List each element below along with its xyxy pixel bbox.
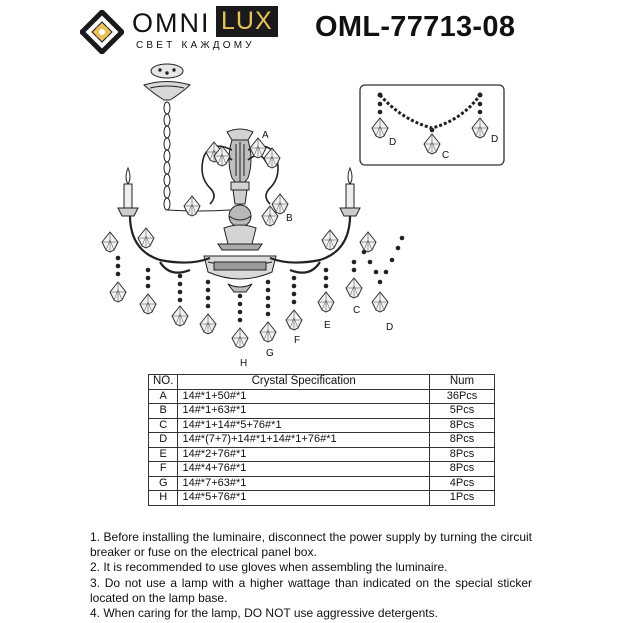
row-num: 36Pcs xyxy=(430,389,495,404)
note-1: 1. Before installing the luminaire, disconnect the power supply by turning the circuit breaker or fuse on the electrical panel box. xyxy=(90,530,532,560)
table-row xyxy=(149,404,495,419)
brand-tagline: СВЕТ КАЖДОМУ xyxy=(136,40,255,51)
label-b: B xyxy=(286,213,293,224)
row-spec: 14#*1+14#*5+76#*1 xyxy=(178,418,430,433)
inset-label-c: C xyxy=(442,150,450,161)
label-c: C xyxy=(353,305,361,316)
model-number: OML-77713-08 xyxy=(315,11,516,43)
table-row xyxy=(149,433,495,448)
row-no: B xyxy=(149,404,178,419)
table-row xyxy=(149,447,495,462)
label-g: G xyxy=(266,348,274,359)
row-no: H xyxy=(149,491,178,506)
brand-name-lux: LUX xyxy=(216,6,278,37)
lower-bowl xyxy=(204,256,276,292)
row-no: G xyxy=(149,476,178,491)
header-num: Num xyxy=(430,375,495,390)
label-d: D xyxy=(386,322,394,333)
row-spec: 14#*4+76#*1 xyxy=(178,462,430,477)
row-no: F xyxy=(149,462,178,477)
candle-right xyxy=(340,168,360,216)
inset-label-d-left: D xyxy=(389,137,397,148)
row-num: 8Pcs xyxy=(430,462,495,477)
ceiling-canopy xyxy=(144,64,190,100)
row-spec: 14#*7+63#*1 xyxy=(178,476,430,491)
row-spec: 14#*2+76#*1 xyxy=(178,447,430,462)
label-f: F xyxy=(294,335,301,346)
row-no: E xyxy=(149,447,178,462)
table-row xyxy=(149,491,495,506)
note-4: 4. When caring for the lamp, DO NOT use aggressive detergents. xyxy=(90,606,438,621)
instructions xyxy=(90,530,532,621)
row-num: 5Pcs xyxy=(430,404,495,419)
table-row xyxy=(149,462,495,477)
table-row xyxy=(149,389,495,404)
label-e: E xyxy=(324,320,331,331)
row-num: 1Pcs xyxy=(430,491,495,506)
row-num: 8Pcs xyxy=(430,433,495,448)
row-spec: 14#*(7+7)+14#*1+14#*1+76#*1 xyxy=(178,433,430,448)
row-num: 4Pcs xyxy=(430,476,495,491)
row-spec: 14#*5+76#*1 xyxy=(178,491,430,506)
row-no: D xyxy=(149,433,178,448)
inset-detail xyxy=(360,85,504,165)
row-no: C xyxy=(149,418,178,433)
header-spec: Crystal Specification xyxy=(178,375,430,390)
table-header-row xyxy=(149,375,495,390)
row-no: A xyxy=(149,389,178,404)
row-num: 8Pcs xyxy=(430,447,495,462)
row-spec: 14#*1+50#*1 xyxy=(178,389,430,404)
label-h: H xyxy=(240,358,248,369)
header-no: NO. xyxy=(149,375,178,390)
inset-label-d-right: D xyxy=(491,134,499,145)
row-num: 8Pcs xyxy=(430,418,495,433)
candle-left xyxy=(118,168,138,216)
note-3: 3. Do not use a lamp with a higher wattage than indicated on the special sticker located on the lamp base. xyxy=(90,575,532,605)
crystal-spec-table xyxy=(148,374,495,506)
table-row xyxy=(149,476,495,491)
row-spec: 14#*1+63#*1 xyxy=(178,404,430,419)
table-row xyxy=(149,418,495,433)
brand-name-omni: OMNI xyxy=(132,8,211,38)
crystal-strands xyxy=(110,236,404,348)
label-a: A xyxy=(262,130,269,141)
note-2: 2. It is recommended to use gloves when assembling the luminaire. xyxy=(90,560,448,575)
